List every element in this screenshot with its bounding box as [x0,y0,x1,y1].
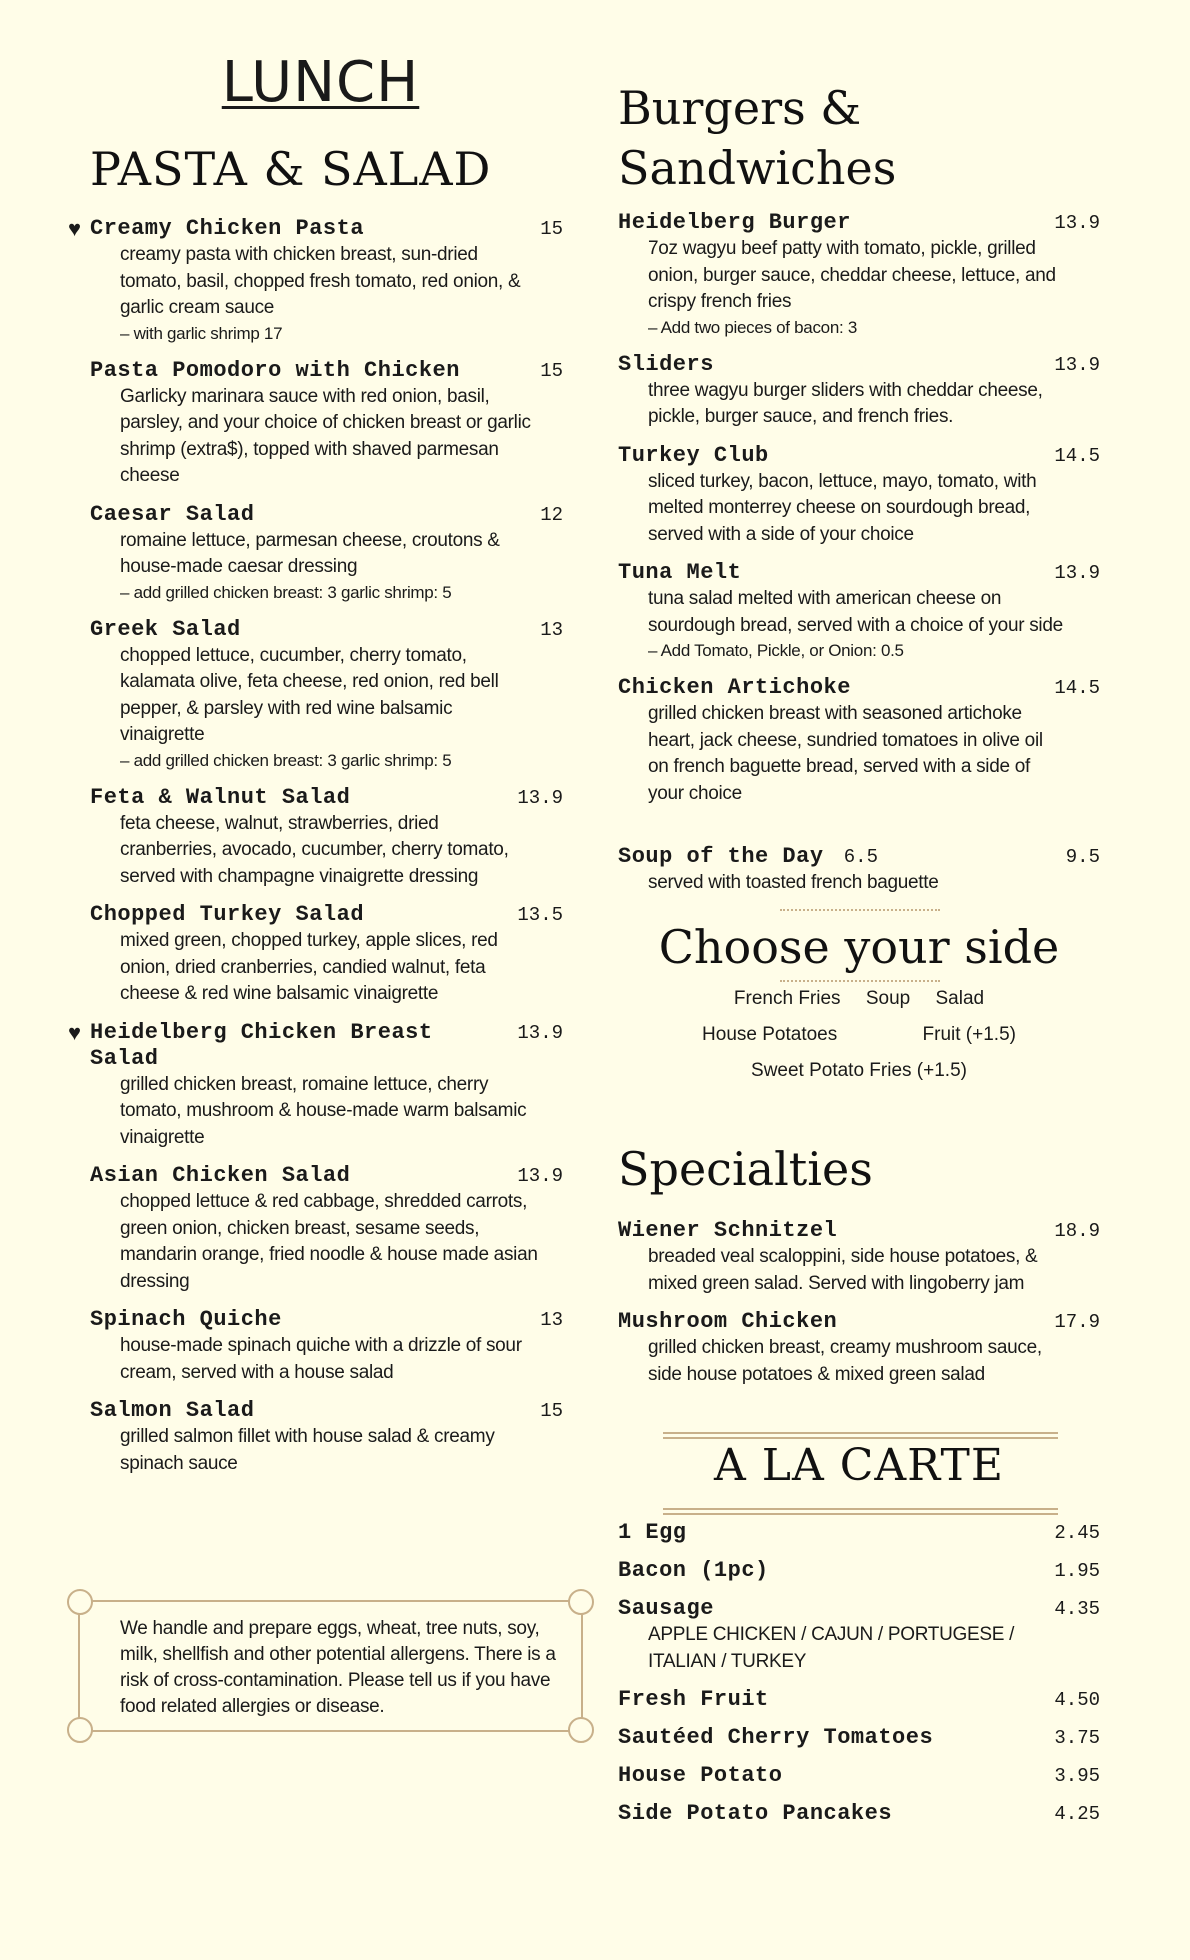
menu-item-price: 13 [540,1309,563,1331]
menu-item-description: chopped lettuce & red cabbage, shredded carrots, green onion, chicken breast, sesame seeds, mandarin orange, fried noodle & house made asian dressing [120,1191,538,1292]
carte-item [618,1763,1100,1789]
menu-item-name: Side Potato Pancakes [618,1801,893,1826]
menu-item [68,1307,573,1386]
menu-item-price: 13.9 [517,1021,563,1044]
menu-item-head [618,443,1100,469]
menu-item [68,1398,573,1477]
menu-item-description: Garlicky marinara sauce with red onion, basil, parsley, and your choice of chicken breast or garlic shrimp (extra$), topped with shaved parmesan cheese [120,385,531,486]
menu-item-price: 13.9 [1054,353,1100,376]
heart-icon: ♥ [68,216,82,241]
menu-item-name: Feta & Walnut Salad [90,784,351,810]
soup-description: served with toasted french baguette [648,872,939,893]
corner-ornament [568,1717,594,1743]
menu-item [618,675,1100,807]
menu-item-name: Wiener Schnitzel [618,1218,838,1243]
menu-item-name: Sautéed Cherry Tomatoes [618,1725,934,1750]
menu-item-name: House Potato [618,1763,783,1788]
sides-row-1 [618,988,1100,1010]
side-option: House Potatoes [702,1024,838,1045]
carte-item [618,1558,1100,1584]
menu-item-head [68,1163,573,1189]
menu-item [68,1020,573,1152]
menu-item-description: sliced turkey, bacon, lettuce, mayo, tomato, with melted monterrey cheese on sourdough bread, served with a side of your choice [648,470,1037,545]
menu-item-description: grilled chicken breast, romaine lettuce, cherry tomato, mushroom & house-made warm balsamic vinaigrette [120,1073,527,1148]
menu-item-head [618,1725,1100,1751]
specialties-list [618,1218,1100,1400]
menu-item-name: Tuna Melt [618,560,742,585]
menu-item-addon-note: – with garlic shrimp 17 [120,323,283,343]
menu-item-name: Mushroom Chicken [618,1309,838,1334]
menu-item-name: Heidelberg Burger [618,210,851,235]
menu-item [618,210,1100,340]
menu-item-addon-note: – Add Tomato, Pickle, or Onion: 0.5 [648,641,904,660]
menu-item-description: creamy pasta with chicken breast, sun-dried tomato, basil, chopped fresh tomato, red onion, & garlic cream sauce [120,244,521,318]
menu-item [618,1309,1100,1388]
soup-price-large: 9.5 [1065,846,1100,868]
menu-item-description: 7oz wagyu beef patty with tomato, pickle, grilled onion, burger sauce, cheddar cheese, lettuce, and crispy french fries [648,238,1056,312]
menu-item-description: breaded veal scaloppini, side house potatoes, & mixed green salad. Served with lingoberry jam [648,1246,1038,1294]
menu-item-price: 12 [540,503,563,526]
menu-item-head [618,1596,1100,1622]
menu-item-head [68,902,573,928]
menu-item-name: Caesar Salad [90,501,255,527]
menu-item-price: 4.35 [1054,1598,1100,1620]
corner-ornament [568,1589,594,1615]
menu-item-head [618,1558,1100,1584]
menu-item-description: house-made spinach quiche with a drizzle of sour cream, served with a house salad [120,1335,522,1383]
side-option: Sweet Potato Fries (+1.5) [751,1060,967,1081]
soup-item [618,844,1100,897]
menu-item-price: 4.25 [1054,1803,1100,1825]
menu-item [68,617,573,773]
carte-item [618,1687,1100,1713]
menu-item-head [618,1218,1100,1244]
menu-item-name: Sausage [618,1596,714,1621]
menu-item-name: Bacon (1pc) [618,1558,769,1583]
menu-item-head [618,560,1100,586]
menu-item-head [68,216,573,242]
menu-item-head [618,1763,1100,1789]
carte-item [618,1596,1100,1675]
pasta-salad-heading: PASTA & SALAD [90,142,492,196]
menu-item-head [68,1307,573,1333]
menu-item-price: 2.45 [1054,1522,1100,1544]
dotted-divider [780,909,940,911]
carte-item [618,1520,1100,1546]
sides-row-3 [618,1060,1100,1082]
menu-item-name: Asian Chicken Salad [90,1163,351,1188]
side-option: Soup [865,988,911,1009]
menu-item-head [68,617,573,643]
menu-item-description: three wagyu burger sliders with cheddar cheese, pickle, burger sauce, and french fries. [648,379,1043,427]
menu-item [68,785,573,891]
menu-item-price: 13 [540,618,563,641]
menu-item-name: Fresh Fruit [618,1687,769,1712]
menu-item-head [618,210,1100,236]
side-option: Salad [935,988,985,1009]
menu-item-head [618,1520,1100,1546]
menu-item-head [68,1398,573,1424]
menu-item-price: 13.9 [1054,212,1100,234]
soup-head [618,844,1100,870]
menu-item-name: Chopped Turkey Salad [90,902,365,927]
menu-item-price: 4.50 [1054,1689,1100,1711]
menu-item-head [618,352,1100,378]
menu-item-addon-note: – Add two pieces of bacon: 3 [648,317,857,337]
menu-item [618,560,1100,663]
carte-item [618,1801,1100,1827]
menu-item-name: Creamy Chicken Pasta [90,216,365,241]
carte-top-rule [663,1432,1058,1439]
menu-item-head [68,785,573,811]
menu-item-price: 15 [540,359,563,382]
menu-item-price: 18.9 [1054,1220,1100,1242]
menu-item-price: 13.5 [517,904,563,926]
burgers-list [618,210,1100,819]
side-option: French Fries [733,988,841,1009]
menu-item-name: Greek Salad [90,616,241,642]
dotted-divider [780,980,940,982]
menu-item-name: Pasta Pomodoro with Chicken [90,357,460,383]
menu-item-description: feta cheese, walnut, strawberries, dried cranberries, avocado, cucumber, cherry tomato, served with champagne vinaigrette dressing [120,812,509,887]
heart-icon: ♥ [68,1019,82,1045]
specialties-heading: Specialties [618,1142,873,1196]
menu-title: LUNCH [221,50,420,115]
menu-item [68,902,573,1008]
menu-item-description: grilled chicken breast with seasoned artichoke heart, jack cheese, sundried tomatoes in olive oil on french baguette bread, served with a side of your choice [648,703,1043,804]
corner-ornament [67,1589,93,1615]
menu-item-price: 17.9 [1054,1311,1100,1333]
menu-item-price: 14.5 [1054,444,1100,467]
menu-item-price: 1.95 [1054,1560,1100,1582]
menu-item-price: 13.9 [517,1165,563,1187]
side-option: Fruit (+1.5) [922,1024,1016,1045]
menu-item [618,1218,1100,1297]
menu-item-name: Turkey Club [618,442,769,468]
menu-item-name: Heidelberg Chicken Breast Salad [90,1019,433,1071]
menu-item-head [618,1309,1100,1335]
menu-item-name: Salmon Salad [90,1398,255,1423]
menu-item-addon-note: – add grilled chicken breast: 3 garlic shrimp: 5 [120,750,452,770]
menu-item-head [68,358,573,384]
menu-item-name: Spinach Quiche [90,1307,282,1332]
menu-item-head [68,1020,573,1072]
menu-item-price: 15 [540,218,563,240]
pasta-salad-list [68,216,573,1489]
menu-item-price: 3.75 [1054,1727,1100,1749]
menu-item-head [618,675,1100,701]
menu-item [68,358,573,490]
soup-price-small: 6.5 [843,846,878,868]
burgers-sandwiches-heading: Burgers & Sandwiches [618,81,897,195]
menu-item-name: Sliders [618,351,714,377]
menu-item-description: chopped lettuce, cucumber, cherry tomato, kalamata olive, feta cheese, red onion, red bell pepper, & parsley with red wine balsamic vinaigrette [120,644,499,745]
menu-item-price: 13.9 [517,786,563,809]
menu-item [68,216,573,346]
menu-item-price: 15 [540,1400,563,1422]
menu-item-description: grilled salmon fillet with house salad & creamy spinach sauce [120,1426,495,1474]
menu-item-addon-note: – add grilled chicken breast: 3 garlic shrimp: 5 [120,582,452,602]
menu-item [618,443,1100,549]
a-la-carte-heading: A LA CARTE [713,1440,1004,1491]
menu-item-name: Chicken Artichoke [618,675,851,700]
menu-item-head [618,1687,1100,1713]
menu-item [68,1163,573,1295]
menu-item-description: APPLE CHICKEN / CAJUN / PORTUGESE / ITALIAN / TURKEY [648,1624,1015,1672]
menu-item [68,502,573,605]
menu-item-head [618,1801,1100,1827]
menu-item-description: romaine lettuce, parmesan cheese, croutons & house-made caesar dressing [120,529,500,577]
menu-item-price: 3.95 [1054,1765,1100,1787]
soup-name: Soup of the Day [618,844,824,869]
menu-item [618,352,1100,431]
allergen-text: We handle and prepare eggs, wheat, tree nuts, soy, milk, shellfish and other potential allergens. There is a risk of cross-contamination. Please tell us if you have food related allergies or disease. [120,1618,556,1717]
corner-ornament [67,1717,93,1743]
allergen-notice [78,1600,583,1732]
menu-item-head [68,502,573,528]
menu-item-description: tuna salad melted with american cheese on sourdough bread, served with a choice of your side [648,588,1063,636]
menu-item-price: 14.5 [1054,677,1100,699]
menu-item-name: 1 Egg [618,1520,687,1545]
carte-item [618,1725,1100,1751]
carte-bottom-rule [663,1508,1058,1515]
menu-item-price: 13.9 [1054,562,1100,584]
sides-row-2 [618,1024,1100,1046]
a-la-carte-list [618,1520,1100,1839]
menu-item-description: grilled chicken breast, creamy mushroom sauce, side house potatoes & mixed green salad [648,1337,1042,1385]
choose-side-heading: Choose your side [658,920,1060,974]
menu-item-description: mixed green, chopped turkey, apple slices, red onion, dried cranberries, candied walnut, feta cheese & red wine balsamic vinaigrette [120,930,498,1004]
